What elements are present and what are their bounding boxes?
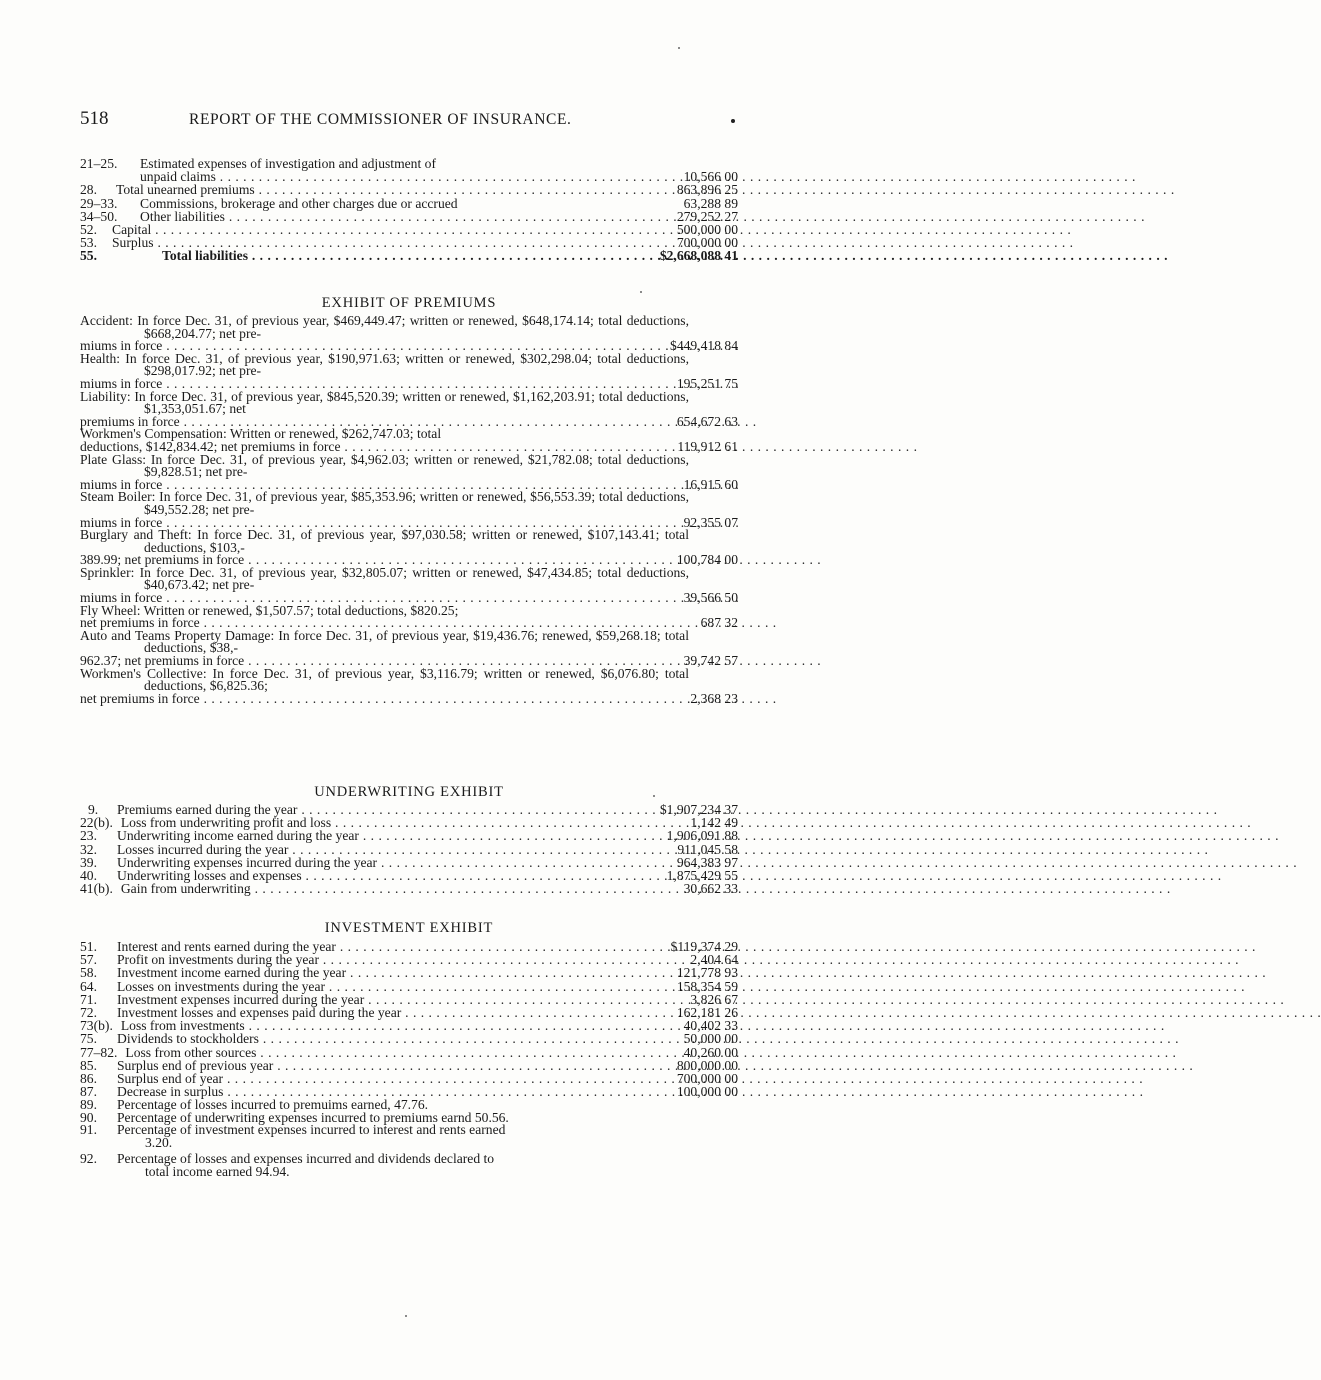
investment-row: 75. Dividends to stockholders . . . 50,000 00	[80, 1032, 738, 1045]
premium-entry: Burglary and Theft: In force Dec. 31, of previous year, $97,030.58; written or renewed, $107,143.41; total deductions, $103,- 389.99; net premiums in force . . . 100,784 00	[80, 529, 738, 567]
percentage-item: 90. Percentage of underwriting expenses incurred to premiums earnd 50.56.	[80, 1109, 509, 1125]
premium-entry: Auto and Teams Property Damage: In force Dec. 31, of previous year, $19,436.76; renewed, $59,268.18; total deductions, $38,- 962.37; net premiums in force . . . 39,742 57	[80, 630, 738, 668]
percentages-block	[80, 1099, 738, 1179]
percentage-item: 92. Percentage of losses and expenses incurred and dividends declared to total income earned 94.94.	[80, 1151, 495, 1179]
investment-row: 73(b). Loss from investments . . . 40,402 33	[80, 1019, 738, 1032]
premium-entry: Workmen's Compensation: Written or renewed, $262,747.03; total deductions, $142,834.42; net premiums in force . . . 119,912 61	[80, 428, 738, 453]
underwriting-row: 9. Premiums earned during the year . . . $1,907,234 37	[80, 803, 738, 816]
speck	[640, 291, 642, 293]
underwriting-block	[80, 803, 738, 895]
premium-entry: Workmen's Collective: In force Dec. 31, of previous year, $3,116.79; written or renewed, $6,076.80; total deductions, $6,825.36; net premiums in force . . . 2,368 23	[80, 668, 738, 706]
investment-row: 51. Interest and rents earned during the year . . . $119,374 29	[80, 940, 738, 953]
underwriting-row: 41(b). Gain from underwriting . . . 30,662 33	[80, 882, 738, 895]
liability-row: unpaid claims . . . 10,566 00	[80, 170, 738, 183]
percentage-item: 91. Percentage of investment expenses incurred to interest and rents earned 3.20.	[80, 1122, 506, 1150]
ink-dot	[731, 119, 735, 123]
underwriting-row: 40. Underwriting losses and expenses . . . 1,875,429 55	[80, 869, 738, 882]
speck	[653, 795, 655, 797]
speck	[405, 1315, 407, 1317]
liability-row: 29–33. Commissions, brokerage and other charges due or accrued 63,288 89	[80, 195, 738, 211]
liability-row: 52. Capital . . . 500,000 00	[80, 223, 738, 236]
total-liabilities-row: 55. Total liabilities . . . $2,668,088 41	[80, 249, 738, 262]
investment-row: 87. Decrease in surplus . . . 100,000 00	[80, 1085, 738, 1098]
page-number: 518	[80, 108, 109, 129]
premium-entry: Plate Glass: In force Dec. 31, of previous year, $4,962.03; written or renewed, $21,782.08; total deductions, $9,828.51; net pre- miums in force . . . 16,915 60	[80, 454, 738, 492]
investment-row: 57. Profit on investments during the year . . . 2,404 64	[80, 953, 738, 966]
premium-entry: Fly Wheel: Written or renewed, $1,507.57; total deductions, $820.25; net premiums in force . . . 687 32	[80, 605, 738, 630]
liability-row: 34–50. Other liabilities . . . 279,252 27	[80, 210, 738, 223]
premiums-heading: EXHIBIT OF PREMIUMS	[321, 295, 497, 311]
premium-entry: Accident: In force Dec. 31, of previous year, $469,449.47; written or renewed, $648,174.14; total deductions, $668,204.77; net pre- miums in force . . . $449,418 84	[80, 315, 738, 353]
underwriting-row: 39. Underwriting expenses incurred during the year . . . 964,383 97	[80, 856, 738, 869]
percentage-item: 89. Percentage of losses incurred to premuims earned, 47.76.	[80, 1097, 429, 1112]
underwriting-row: 23. Underwriting income earned during the year . . . 1,906,091 88	[80, 829, 738, 842]
investment-block	[80, 940, 738, 1098]
underwriting-row: 32. Losses incurred during the year . . . 911,045 58	[80, 843, 738, 856]
investment-row: 71. Investment expenses incurred during the year . . . 3,826 67	[80, 993, 738, 1006]
investment-heading: INVESTMENT EXHIBIT	[324, 920, 494, 936]
premiums-list	[80, 315, 738, 705]
investment-row: 64. Losses on investments during the year . . . 158,354 59	[80, 980, 738, 993]
premium-entry: Sprinkler: In force Dec. 31, of previous year, $32,805.07; written or renewed, $47,434.85; total deductions, $40,673.42; net pre- miums in force . . . 39,566 50	[80, 567, 738, 605]
investment-row: 86. Surplus end of year . . . 700,000 00	[80, 1072, 738, 1085]
page-header	[80, 108, 740, 130]
liability-row: 21–25. Estimated expenses of investigation and adjustment of	[80, 156, 436, 171]
speck	[678, 47, 680, 49]
underwriting-heading: UNDERWRITING EXHIBIT	[314, 784, 504, 800]
investment-row: 85. Surplus end of previous year . . . 800,000 00	[80, 1059, 738, 1072]
liabilities-block	[80, 157, 738, 263]
running-title: REPORT OF THE COMMISSIONER OF INSURANCE.	[189, 111, 572, 128]
premium-entry: Liability: In force Dec. 31, of previous year, $845,520.39; written or renewed, $1,162,203.91; total deductions, $1,353,051.67; net premiums in force . . . 654,672 63	[80, 391, 738, 429]
investment-row: 58. Investment income earned during the year . . . 121,778 93	[80, 966, 738, 979]
investment-row: 77–82. Loss from other sources . . . 40,260 00	[80, 1046, 738, 1059]
investment-row: 72. Investment losses and expenses paid during the year . . . 162,181 26	[80, 1006, 738, 1019]
underwriting-row: 22(b). Loss from underwriting profit and loss . . . 1,142 49	[80, 816, 738, 829]
liability-row: 53. Surplus . . . 700,000 00	[80, 236, 738, 249]
liability-row: 28. Total unearned premiums . . . 863,896 25	[80, 183, 738, 196]
premium-entry: Steam Boiler: In force Dec. 31, of previous year, $85,353.96; written or renewed, $56,553.39; total deductions, $49,552.28; net pre- miums in force . . . 92,355 07	[80, 491, 738, 529]
premium-entry: Health: In force Dec. 31, of previous year, $190,971.63; written or renewed, $302,298.04; total deductions, $298,017.92; net pre- miums in force . . . 195,251 75	[80, 353, 738, 391]
